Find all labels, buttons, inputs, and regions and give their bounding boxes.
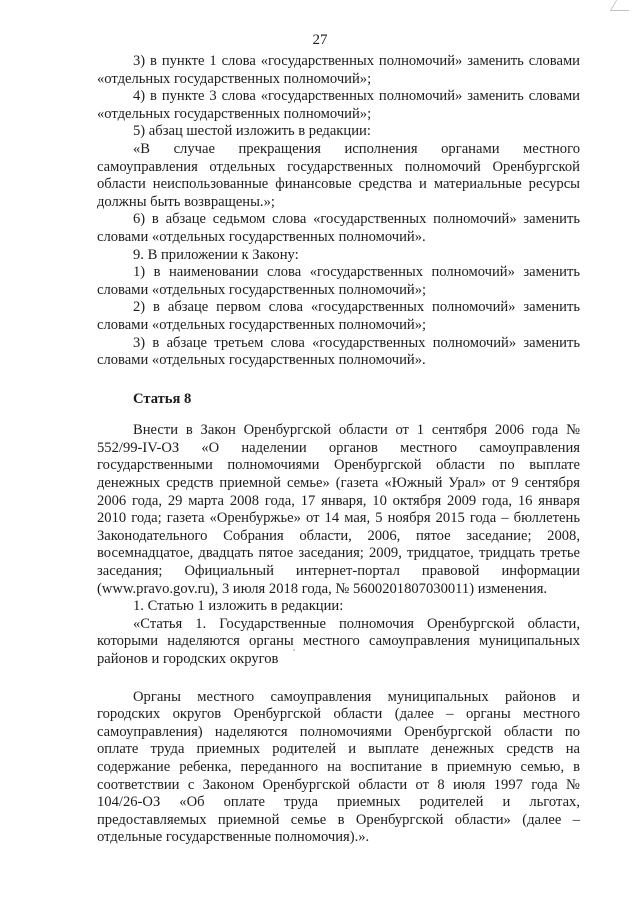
scan-corner-mark: [610, 0, 635, 11]
article-paragraph-intro: Внести в Закон Оренбургской области от 1 сентября 2006 года № 552/99-IV-ОЗ «О наделении органов местного самоуправления государственными полномочиями Оренбургской области по выплате денежных средств приемной семье» (газета «Южный Урал» от 9 сентября 2006 года, 29 марта 2008 года, 17 января, 10 октября 2009 года, 16 января 2010 года; газета «Оренбуржье» от 14 мая, 5 ноября 2015 года – бюллетень Законодательного Собрания области, 2006, пятое заседание; 2008, восемнадцатое, двадцать пятое заседания; 2009, тридцатое, тридцать третье заседания; Официальный интернет-портал правовой информации (www.pravo.gov.ru), 3 июля 2018 года, № 5600201807030011) изменения.: [97, 422, 580, 597]
paragraph-subitem-3: 3) в абзаце третьем слова «государственных полномочий» заменить словами «отдельных государственных полномочий».: [97, 334, 580, 369]
paragraph-item-3: 3) в пункте 1 слова «государственных полномочий» заменить словами «отдельных государственных полномочий»;: [97, 53, 580, 87]
paragraph-gap: [97, 669, 580, 689]
paragraph-quote: «В случае прекращения исполнения органами местного самоуправления отдельных государственных полномочий Оренбургской области неиспользованные финансовые средства и материальные ресурсы должны быть возвращены.»;: [97, 140, 580, 210]
paragraph-subitem-2: 2) в абзаце первом слова «государственных полномочий» заменить словами «отдельных государственных полномочий»;: [97, 299, 580, 333]
article-paragraph-quote-title: «Статья 1. Государственные полномочия Оренбургской области, которыми наделяются органы местного самоуправления муниципальных районов и городских округов: [97, 615, 580, 667]
paragraph-section-9: 9. В приложении к Закону:: [133, 246, 299, 263]
paragraph-item-5: 5) абзац шестой изложить в редакции:: [133, 123, 371, 140]
article-heading: Статья 8: [133, 390, 192, 407]
paragraph-item-6: 6) в абзаце седьмом слова «государственных полномочий» заменить словами «отдельных государственных полномочий».: [97, 211, 580, 245]
paragraph-item-4: 4) в пункте 3 слова «государственных полномочий» заменить словами «отдельных государственных полномочий»;: [97, 88, 580, 122]
article-paragraph-item-1: 1. Статью 1 изложить в редакции:: [133, 598, 344, 615]
paragraph-subitem-1: 1) в наименовании слова «государственных полномочий» заменить словами «отдельных государственных полномочий»;: [97, 264, 580, 298]
document-body: [97, 53, 580, 847]
scan-speck: [293, 649, 295, 651]
page-number: 27: [312, 32, 328, 48]
article-paragraph-body: Органы местного самоуправления муниципальных районов и городских округов Оренбургской области (далее – органы местного самоуправления) наделяются полномочиями Оренбургской области по оплате труда приемных родителей и выплате денежных средств на содержание ребенка, переданного на воспитание в приемную семью, в соответствии с Законом Оренбургской области от 8 июля 1997 года № 104/26-ОЗ «Об оплате труда приемных родителей и льготах, предоставляемых приемной семье в Оренбургской области» (далее – отдельные государственные полномочия).».: [97, 688, 580, 846]
